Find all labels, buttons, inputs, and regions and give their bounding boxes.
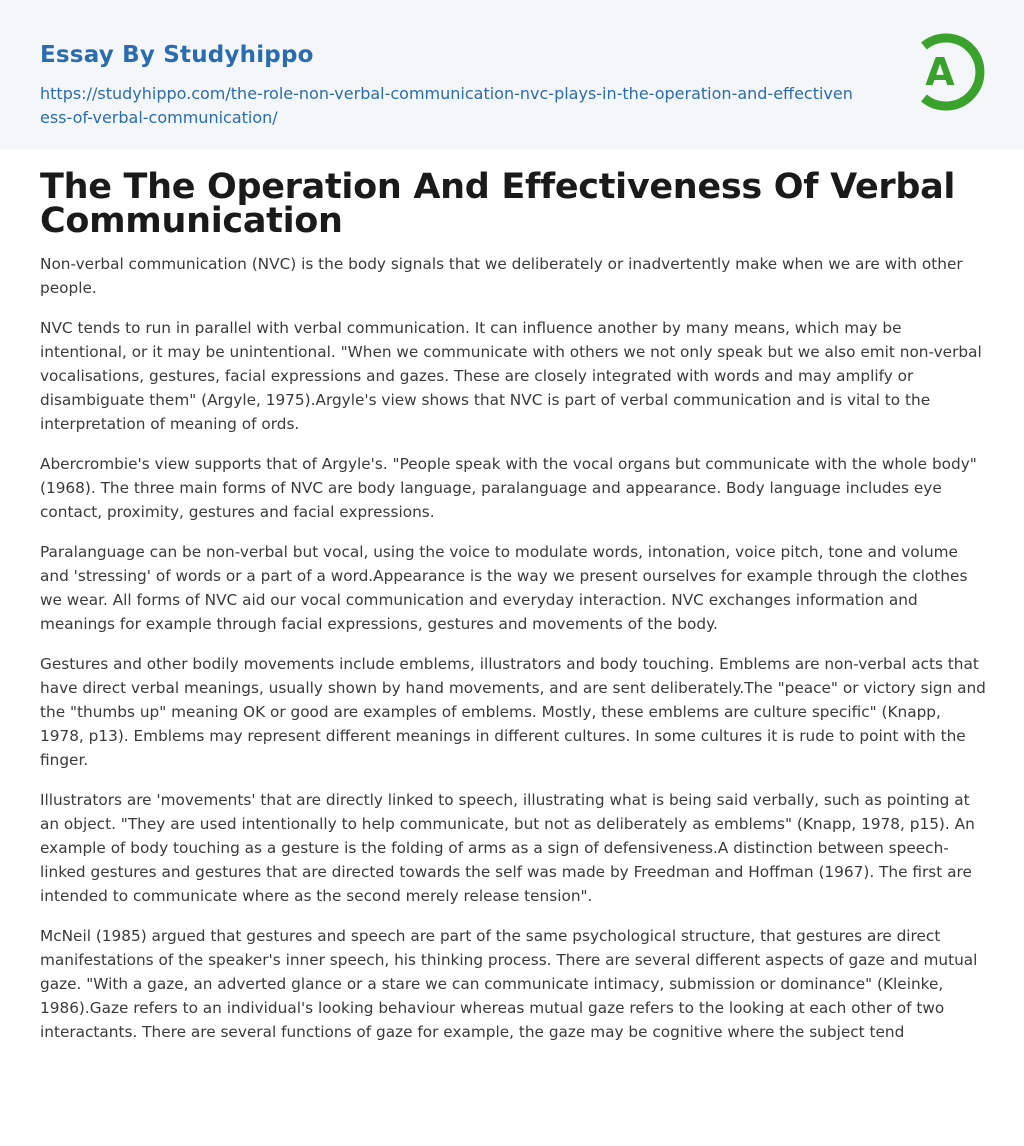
essay-url-link[interactable]: https://studyhippo.com/the-role-non-verbal-communication-nvc-plays-in-the-operation-and-effectiveness-of-verbal-communication/ <box>40 84 853 127</box>
article-title: The The Operation And Effectiveness Of Verbal Communication <box>40 167 956 241</box>
article-paragraph: NVC tends to run in parallel with verbal communication. It can influence another by many means, which may be intentional, or it may be unintentional. "When we communicate with others we not only speak but we also emit non-verbal vocalisations, gestures, facial expressions and gazes. These are closely integrated with words and may amplify or disambiguate them" (Argyle, 1975).Argyle's view shows that NVC is part of verbal communication and is vital to the interpretation of meaning of ords. <box>40 319 982 433</box>
logo-letter: A <box>925 50 955 94</box>
article-paragraph: Paralanguage can be non-verbal but vocal, using the voice to modulate words, intonation, voice pitch, tone and volume and 'stressing' of words or a part of a word.Appearance is the way we present ourselves for example through the clothes we wear. All forms of NVC aid our vocal communication and everyday interaction. NVC exchanges information and meanings for example through facial expressions, gestures and movements of the body. <box>40 543 968 633</box>
article-paragraph: Abercrombie's view supports that of Argyle's. "People speak with the vocal organs but communicate with the whole body" (1968). The three main forms of NVC are body language, paralanguage and appearance. Body language includes eye contact, proximity, gestures and facial expressions. <box>40 455 977 521</box>
article-paragraph: Illustrators are 'movements' that are directly linked to speech, illustrating what is being said verbally, such as pointing at an object. "They are used intentionally to help communicate, but not as deliberately as emblems" (Knapp, 1978, p15). An example of body touching as a gesture is the folding of arms as a sign of defensiveness.A distinction between speech-linked gestures and gestures that are directed towards the self was made by Freedman and Hoffman (1967). The first are intended to communicate where as the second merely release tension". <box>40 791 975 905</box>
article-paragraph: McNeil (1985) argued that gestures and speech are part of the same psychological structure, that gestures are direct manifestations of the speaker's inner speech, his thinking process. There are several different aspects of gaze and mutual gaze. "With a gaze, an adverted glance or a stare we can communicate intimacy, submission or dominance" (Kleinke, 1986).Gaze refers to an individual's looking behaviour whereas mutual gaze refers to the looking at each other of two interactants. There are several functions of gaze for example, the gaze may be cognitive where the subject tend <box>40 927 978 1041</box>
studyhippo-logo-icon[interactable] <box>910 28 988 116</box>
site-brand[interactable]: Essay By Studyhippo <box>40 42 314 68</box>
site-header <box>0 0 1024 150</box>
article-paragraph: Non-verbal communication (NVC) is the body signals that we deliberately or inadvertently make when we are with other people. <box>40 255 963 297</box>
article <box>40 167 986 1060</box>
article-paragraph: Gestures and other bodily movements include emblems, illustrators and body touching. Emblems are non-verbal acts that have direct verbal meanings, usually shown by hand movements, and are sent deliberately.The "peace" or victory sign and the "thumbs up" meaning OK or good are examples of emblems. Mostly, these emblems are culture specific" (Knapp, 1978, p13). Emblems may represent different meanings in different cultures. In some cultures it is rude to point with the finger. <box>40 655 986 769</box>
